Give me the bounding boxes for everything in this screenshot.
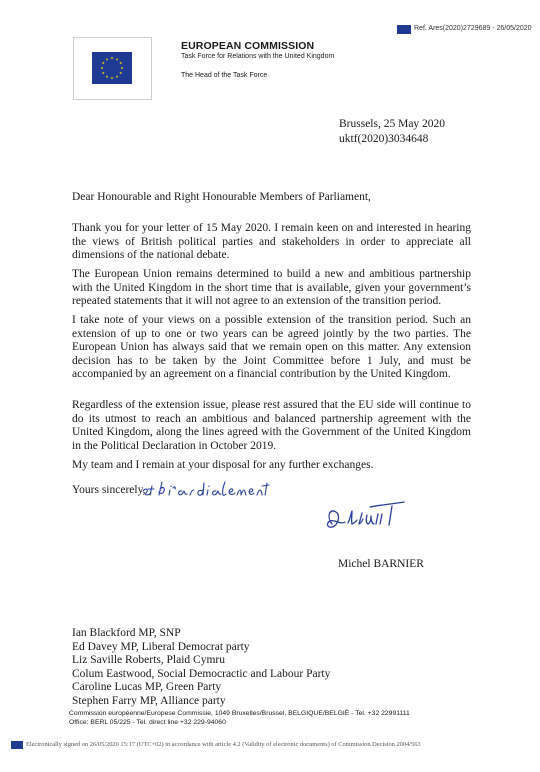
footer-address: [69, 709, 410, 728]
paragraph-4: Regardless of the extension issue, please rest assured that the EU side will continue to do its utmost to reach an ambitious and balanced partnership agreement with the United Kingdom, along the lines agreed with the Government of the United Kingdom in the Political Declaration in October 2019.: [72, 399, 471, 452]
handwritten-note: [140, 477, 270, 501]
closing: Yours sincerely,: [72, 484, 146, 496]
recipient: Liz Saville Roberts, Plaid Cymru: [72, 654, 225, 667]
signature: [318, 498, 413, 540]
organization-subtitle: Task Force for Relations with the United Kingdom: [181, 53, 335, 60]
esignature-flag-icon: [11, 741, 23, 749]
paragraph-2: The European Union remains determined to build a new and ambitious partnership with the United Kingdom in the short time that is available, given your government’s repeated statements that it will not agree to an extension of the transition period.: [72, 268, 471, 308]
salutation: Dear Honourable and Right Honourable Members of Parliament,: [72, 191, 371, 203]
recipient-list: [72, 627, 330, 709]
recipient: Ian Blackford MP, SNP: [72, 627, 181, 639]
place-date: Brussels, 25 May 2020: [339, 118, 446, 130]
eu-flag-icon: [92, 52, 132, 84]
letter-reference: uktf(2020)3034648: [339, 133, 429, 145]
organization-name: EUROPEAN COMMISSION: [181, 40, 315, 52]
signer-name: Michel BARNIER: [338, 558, 424, 570]
ref-flag-icon: [397, 25, 411, 34]
electronic-signature-note: Electronically signed on 26/05/2020 15:17 (UTC+02) in accordance with article 4.2 (Validity of electronic documents) of Commission Decision 2004/563: [26, 741, 421, 748]
footer-office-line: Office: BERL 05/225 - Tel. direct line +32 229-94060: [69, 719, 226, 727]
paragraph-1: Thank you for your letter of 15 May 2020. I remain keen on and interested in hearing the views of British political parties and stakeholders in order to appreciate all dimensions of the national debate.: [72, 222, 471, 262]
reference-number: Ref. Ares(2020)2729689 - 26/05/2020: [414, 25, 532, 32]
recipient: Caroline Lucas MP, Green Party: [72, 681, 222, 694]
recipient: Colum Eastwood, Social Democractic and Labour Party: [72, 667, 331, 680]
paragraph-5: My team and I remain at your disposal for any further exchanges.: [72, 459, 374, 471]
paragraph-3: I take note of your views on a possible extension of the transition period. Such an extension of up to one or two years can be agreed jointly by the two parties. The European Union has always said that we remain open on this matter. Any extension decision has to be taken by the Joint Committee before 1 July, and must be accompanied by an agreement on a financial contribution by the United Kingdom.: [72, 314, 471, 381]
place-date-block: [339, 117, 445, 147]
recipient: Ed Davey MP, Liberal Democrat party: [72, 640, 250, 653]
footer-address-line: Commission européenne/Europese Commissie, 1049 Bruxelles/Brussel, BELGIQUE/BELGIË - Tel. +32 22991111: [69, 710, 410, 717]
sender-role: The Head of the Task Force: [181, 72, 268, 79]
recipient: Stephen Farry MP, Alliance party: [72, 694, 226, 707]
